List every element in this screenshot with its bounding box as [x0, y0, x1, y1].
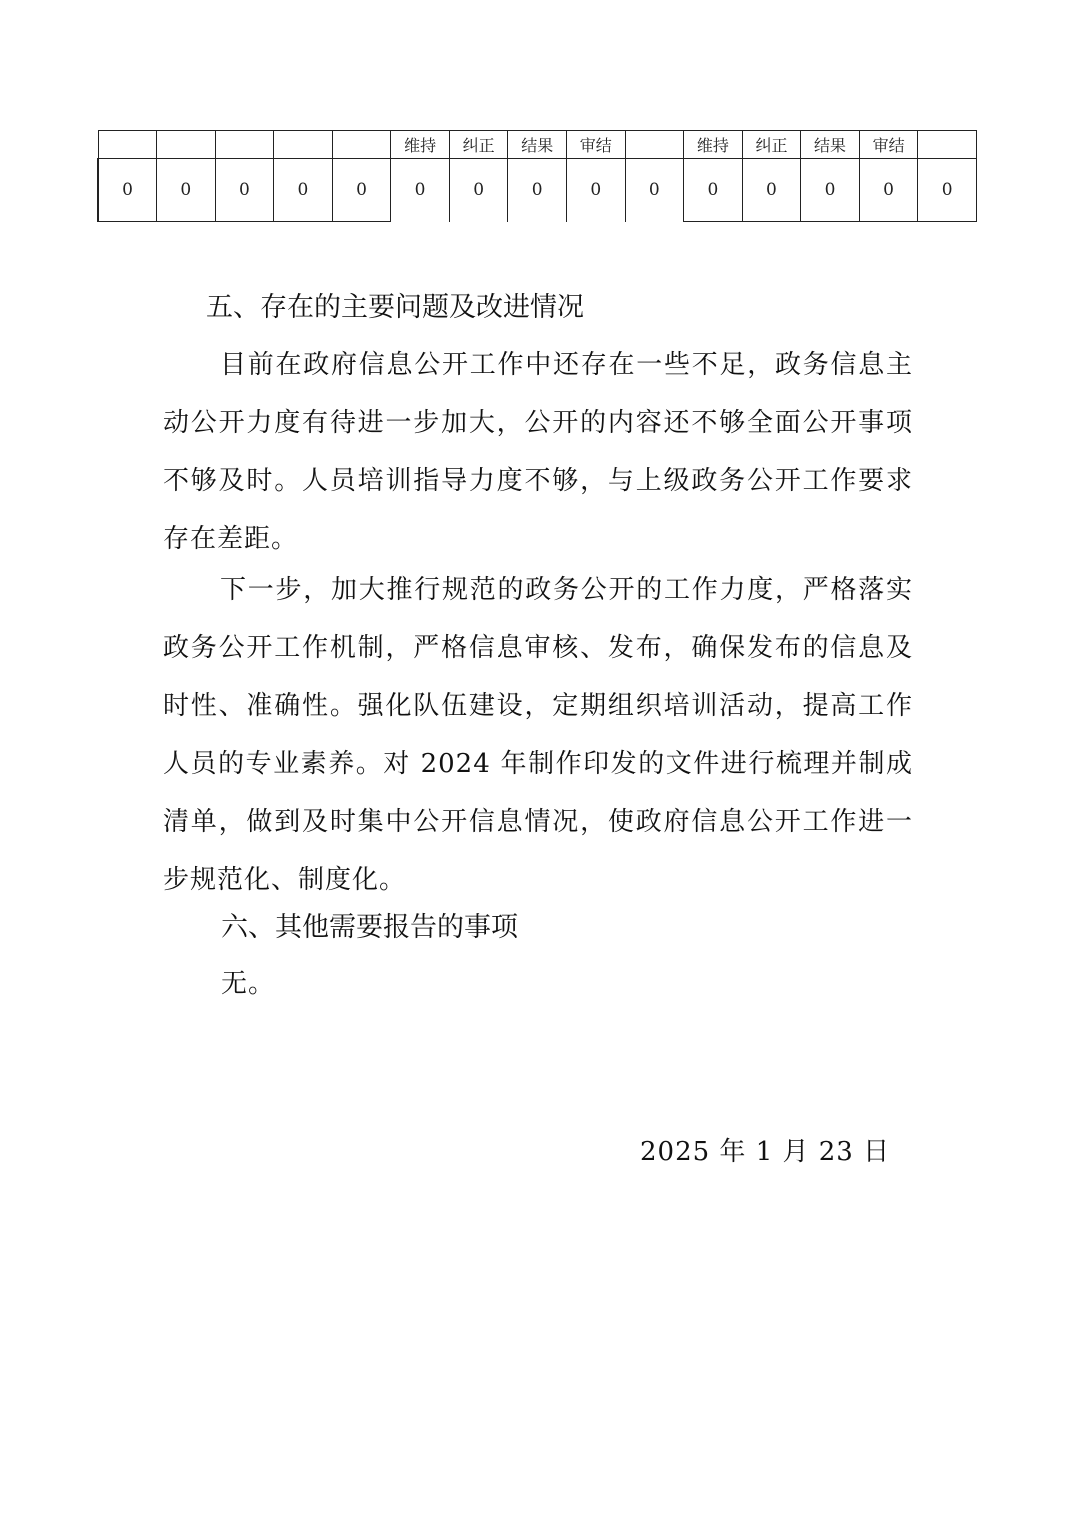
table-cell: 0	[567, 159, 626, 222]
table-cell: 0	[918, 159, 977, 222]
table-value-row	[98, 159, 977, 222]
table-cell: 0	[98, 159, 157, 222]
table-cell: 维持	[391, 131, 450, 159]
table-cell: 0	[508, 159, 567, 222]
table-cell: 0	[449, 159, 508, 222]
table-cell: 0	[157, 159, 216, 222]
table-cell	[215, 131, 274, 159]
table-cell: 0	[391, 159, 450, 222]
section6-body: 无。	[221, 969, 276, 999]
table-cell: 0	[332, 159, 391, 222]
table-cell: 结果	[508, 131, 567, 159]
document-date: 2025 年 1 月 23 日	[640, 1137, 891, 1167]
table-cell: 0	[625, 159, 684, 222]
table-cell: 纠正	[742, 131, 801, 159]
table-cell: 0	[274, 159, 333, 222]
table-cell	[332, 131, 391, 159]
table-cell: 维持	[684, 131, 743, 159]
table-header-row	[98, 131, 977, 159]
table-cell: 结果	[801, 131, 860, 159]
table-cell	[625, 131, 684, 159]
table-cell: 纠正	[449, 131, 508, 159]
table-cell	[918, 131, 977, 159]
section5-heading: 五、存在的主要问题及改进情况	[206, 292, 584, 323]
table-cell: 0	[801, 159, 860, 222]
table-cell: 0	[684, 159, 743, 222]
statistics-table	[97, 130, 977, 222]
table-cell	[274, 131, 333, 159]
table-cell: 0	[742, 159, 801, 222]
table-cell	[157, 131, 216, 159]
table-cell: 审结	[567, 131, 626, 159]
section6-heading: 六、其他需要报告的事项	[221, 912, 518, 943]
table-cell	[98, 131, 157, 159]
table-cell: 审结	[859, 131, 918, 159]
section5-paragraph-1: 目前在政府信息公开工作中还存在一些不足，政务信息主动公开力度有待进一步加大，公开的内容还不够全面公开事项不够及时。人员培训指导力度不够，与上级政务公开工作要求存在差距。	[163, 350, 913, 554]
section5-paragraph-2: 下一步，加大推行规范的政务公开的工作力度，严格落实政务公开工作机制，严格信息审核、发布，确保发布的信息及时性、准确性。强化队伍建设，定期组织培训活动，提高工作人员的专业素养。对 2024 年制作印发的文件进行梳理并制成清单，做到及时集中公开信息情况，使政府信息公开工作进一步规范化、制度化。	[163, 575, 913, 895]
table-cell: 0	[215, 159, 274, 222]
table-cell: 0	[859, 159, 918, 222]
